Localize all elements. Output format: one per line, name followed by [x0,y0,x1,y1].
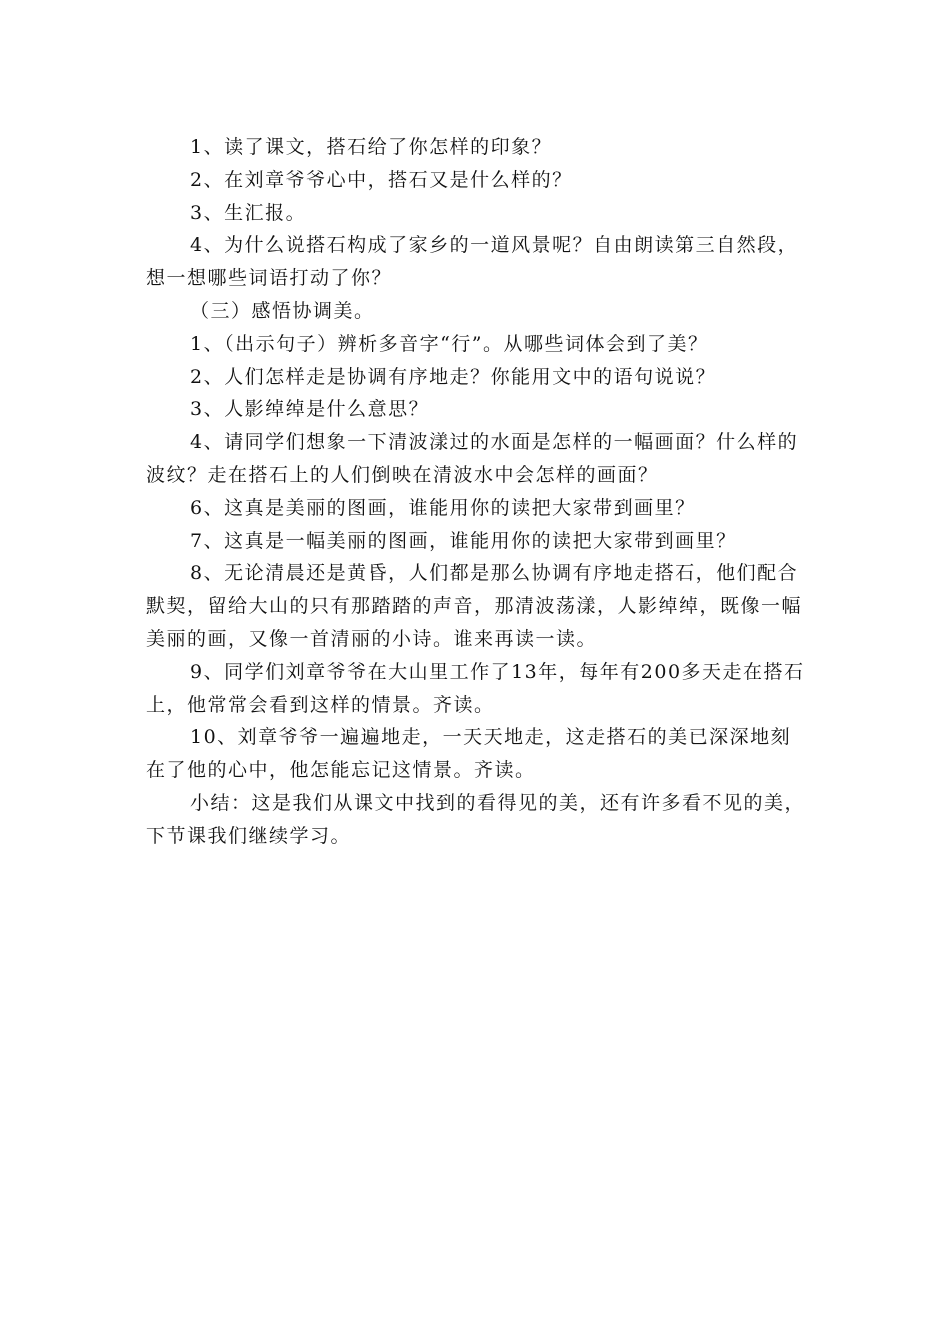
paragraph-3: 3、生汇报。 [190,201,307,224]
paragraph-4: 4、为什么说搭石构成了家乡的一道风景呢？自由朗读第三自然段，想一想哪些词语打动了你？ [146,234,799,290]
document-body [146,131,806,853]
paragraph-11: 7、这真是一幅美丽的图画，谁能用你的读把大家带到画里？ [190,529,737,552]
section-heading: （三）感悟协调美。 [190,299,375,322]
paragraph-10: 6、这真是美丽的图画，谁能用你的读把大家带到画里？ [190,496,696,519]
paragraph-2: 2、在刘章爷爷心中，搭石又是什么样的？ [190,168,573,191]
paragraph-1: 1、读了课文，搭石给了你怎样的印象？ [190,136,553,158]
summary-paragraph: 小结：这是我们从课文中找到的看得见的美，还有许多看不见的美，下节课我们继续学习。 [146,791,806,847]
paragraph-7: 2、人们怎样走是协调有序地走？你能用文中的语句说说？ [190,365,717,388]
paragraph-9: 4、请同学们想象一下清波漾过的水面是怎样的一幅画面？什么样的波纹？走在搭石上的人们倒映在清波水中会怎样的画面？ [146,431,799,486]
paragraph-6: 1、（出示句子）辨析多音字“行”。从哪些词体会到了美？ [190,332,709,355]
paragraph-14: 10、刘章爷爷一遍遍地走，一天天地走，这走搭石的美已深深地刻在了他的心中，他怎能忘记这情景。齐读。 [146,726,792,782]
paragraph-8: 3、人影绰绰是什么意思？ [190,398,430,421]
paragraph-12: 8、无论清晨还是黄昏，人们都是那么协调有序地走搭石，他们配合默契，留给大山的只有那踏踏的声音，那清波荡漾，人影绰绰，既像一幅美丽的画，又像一首清丽的小诗。谁来再读一读。 [146,562,803,650]
paragraph-13: 9、同学们刘章爷爷在大山里工作了13年，每年有200多天走在搭石上，他常常会看到这样的情景。齐读。 [146,660,805,716]
